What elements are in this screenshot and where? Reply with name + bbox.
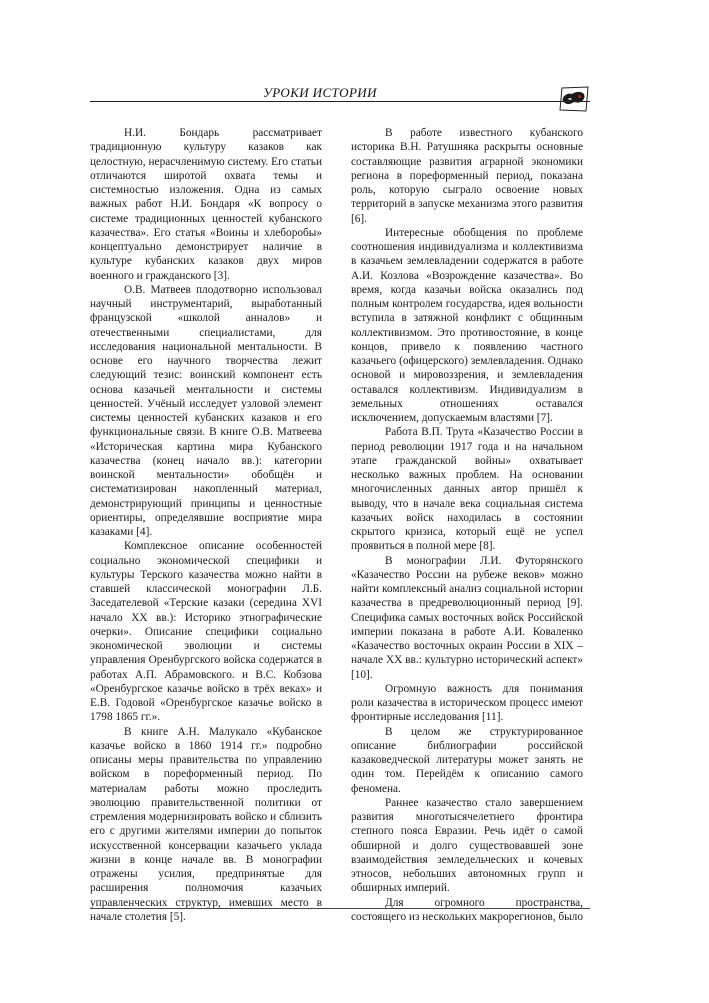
paragraph: О.В. Матвеев плодотворно использовал научный инструментарий, выработанный французской «школой анналов» и отечественными специалистами, для исследования национальной ментальности. В основе его научного творчества лежит следующий тезис: воинский компонент есть основа казачьей ментальности и системы ценностей. Учёный исследует узловой элемент системы ценностей кубанских казаков и его функциональные связи. В книге О.В. Матвеева «Историческая картина мира Кубанского казачества (конец начало вв.): категории воинской ментальности» обобщён и систематизирован накопленный материал, демонстрирующий принципы и ценностные ориентиры, определявшие восприятие мира казаками [4]. (90, 283, 322, 538)
paragraph: Интересные обобщения по проблеме соотношения индивидуализма и коллективизма в казачьем землевладении содержатся в работе А.И. Козлова «Возрождение казачества». Во время, когда казачьи войска оказались под полным контролем государства, идея вольности вступила в затяжной конфликт с общинным коллективизмом. Это противостояние, в конце концов, привело к появлению частного казачьего (офицерского) землевладения. Однако основой и мировоззрения, и землевладения оставался коллективизм. Индивидуализм в земельных отношениях оставался исключением, допускаемым властями [7]. (351, 226, 583, 424)
paragraph: В монографии Л.И. Футорянского «Казачество России на рубеже веков» можно найти комплексный анализ социальной истории казачества в предреволюционный период [9]. Специфика самых восточных войск Российской империи показана в работе А.И. Коваленко «Казачество восточных окраин России в XIX – начале XX вв.: культурно исторический аспект» [10]. (351, 554, 583, 681)
paragraph: В книге А.Н. Малукало «Кубанское казачье войско в 1860 1914 гг.» подробно описаны меры правительства по управлению войском в пореформенный период. По материалам работы можно проследить эволюцию правительственной политики от стремления модернизировать войско и сблизить его с другими жителями империи до попыток искусственной консервации казачьего уклада жизни в конце начале вв. В монографии отражены усилия, предпринятые для расширения полномочия казачьих управленческих структур, имевших место в начале столетия [5]. (90, 725, 322, 923)
running-header-title: УРОКИ ИСТОРИИ (263, 85, 377, 100)
paragraph: В работе известного кубанского историка В.Н. Ратушняка раскрыты основные составляющие развития аграрной экономики региона в пореформенный период, показана роль, которую сыграло освоение новых территорий в запуске механизма этого развития [6]. (351, 127, 583, 225)
paragraph: Огромную важность для понимания роли казачества в историческом процесс имеют фронтирные исследования [11]. (351, 682, 583, 724)
paragraph: Комплексное описание особенностей социально экономической специфики и культуры Терского казачества можно найти в ставшей классической монографии Л.Б. Заседателевой «Терские казаки (середина XVI начало XX вв.): Историко этнографические очерки». Описание специфики социально экономической эволюции и системы управления Оренбургского войска содержатся в работах А.П. Абрамовского. и В.С. Кобзова «Оренбургское казачье войско в трёх веках» и Е.В. Годовой «Оренбургское казачье войско в 1798 1865 гг.». (90, 540, 322, 724)
header-rule (90, 101, 590, 102)
paragraph: В целом же структурированное описание библиографии российской казаковедческой литературы может занять не один том. Перейдём к описанию самого феномена. (351, 725, 583, 795)
paragraph: Работа В.П. Трута «Казачество России в период революции 1917 года и на начальном этапе гражданской войны» охватывает несколько важных проблем. На основании многочисленных данных автор пришёл к выводу, что в начале века социальная система казачьих войск находилась в состоянии скрытого кризиса, который ещё не успел проявиться в полной мере [8]. (351, 426, 583, 553)
russia-map-logo-icon (559, 86, 589, 112)
text-column-right (351, 126, 583, 924)
paragraph: Для огромного пространства, состоящего из нескольких макрорегионов, было (351, 896, 583, 923)
paragraph: Н.И. Бондарь рассматривает традиционную культуру казаков как целостную, нерасчленимую систему. Его статьи отличаются широтой охвата темы и системностью изложения. Одна из самых важных работ Н.И. Бондаря «К вопросу о системе традиционных ценностей кубанского казачества». Его статья «Воины и хлеборобы» концептуально демонстрирует наличие в культуре кубанских казаков двух миров военного и гражданского [3]. (90, 127, 322, 282)
footer-rule (90, 908, 590, 909)
text-column-left (90, 126, 322, 924)
paragraph: Раннее казачество стало завершением развития многотысячелетнего фронтира степного пояса Евразии. Речь идёт о самой обширной и долго существовавшей зоне взаимодействия земледельческих и кочевых этносов, небольших автономных групп и обширных империй. (351, 796, 583, 895)
